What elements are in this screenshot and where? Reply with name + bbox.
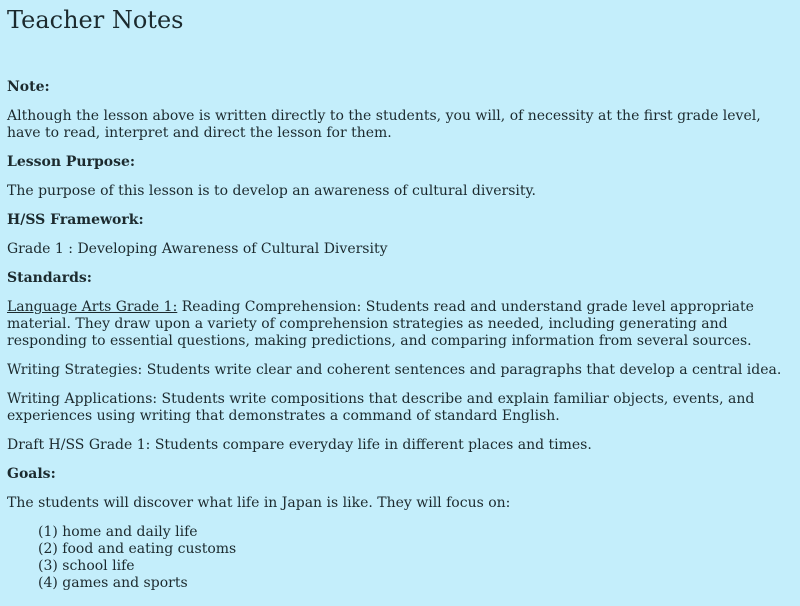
note-heading: Note: [7,79,50,95]
page-title: Teacher Notes [7,6,184,34]
reading-comprehension-text: Reading Comprehension: Students read and understand grade level appropriate material. They draw upon a variety of comprehension strategies as needed, including generating and responding to essential questions, making predictions, and comparing information from several sources. [7,299,754,349]
language-arts-link[interactable]: Language Arts Grade 1: [7,299,178,315]
goals-text: The students will discover what life in Japan is like. They will focus on: [7,495,511,511]
purpose-text: The purpose of this lesson is to develop an awareness of cultural diversity. [7,183,536,199]
standards-heading: Standards: [7,270,92,286]
goals-heading: Goals: [7,466,56,482]
purpose-heading: Lesson Purpose: [7,154,136,170]
page-content [0,6,800,592]
note-text: Although the lesson above is written directly to the students, you will, of necessity at the first grade level, have to read, interpret and direct the lesson for them. [7,108,761,141]
standards-text [7,299,793,350]
framework-text: Grade 1 : Developing Awareness of Cultural Diversity [7,241,388,257]
list-item: (4) games and sports [38,575,188,591]
list-item: (3) school life [38,558,135,574]
framework-heading: H/SS Framework: [7,212,144,228]
list-item: (2) food and eating customs [38,541,237,557]
goals-list [7,524,793,592]
draft-hss-text: Draft H/SS Grade 1: Students compare everyday life in different places and times. [7,437,592,453]
writing-strategies-text: Writing Strategies: Students write clear and coherent sentences and paragraphs that develop a central idea. [7,362,782,378]
list-item: (1) home and daily life [38,524,198,540]
writing-applications-text: Writing Applications: Students write compositions that describe and explain familiar objects, events, and experiences using writing that demonstrates a command of standard English. [7,391,755,424]
